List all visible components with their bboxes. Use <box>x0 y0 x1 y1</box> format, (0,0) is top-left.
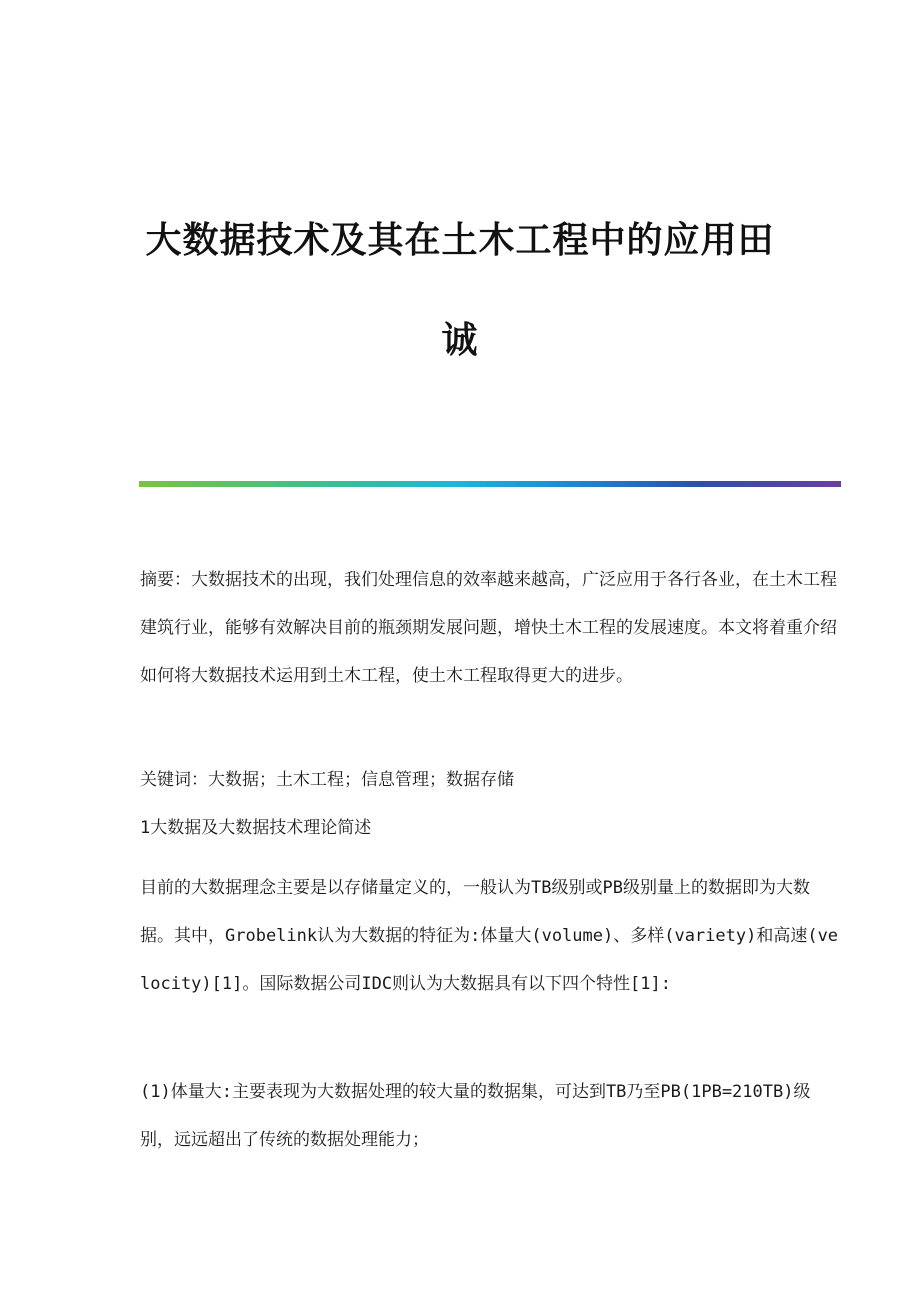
gradient-divider <box>139 481 841 487</box>
document-title: 大数据技术及其在土木工程中的应用田 <box>145 219 775 261</box>
abstract-paragraph: 摘要：大数据技术的出现，我们处理信息的效率越来越高，广泛应用于各行各业，在土木工程建筑行业，能够有效解决目前的瓶颈期发展问题，增快土木工程的发展速度。本文将着重介绍如何将大数据技术运用到土木工程，使土木工程取得更大的进步。 <box>140 570 837 686</box>
body-paragraph: (1)体量大:主要表现为大数据处理的较大量的数据集，可达到TB乃至PB(1PB=210TB)级别，远远超出了传统的数据处理能力； <box>140 1082 811 1150</box>
section-heading: 1大数据及大数据技术理论简述 <box>140 818 372 838</box>
document-title-continued: 诚 <box>441 319 479 361</box>
body-paragraph: 目前的大数据理念主要是以存储量定义的，一般认为TB级别或PB级别量上的数据即为大数据。其中，Grobelink认为大数据的特征为:体量大(volume)、多样(variety)和高速(velocity)[1]。国际数据公司IDC则认为大数据具有以下四个特性[1]: <box>140 878 839 994</box>
keywords-line: 关键词：大数据；土木工程；信息管理；数据存储 <box>140 770 514 790</box>
